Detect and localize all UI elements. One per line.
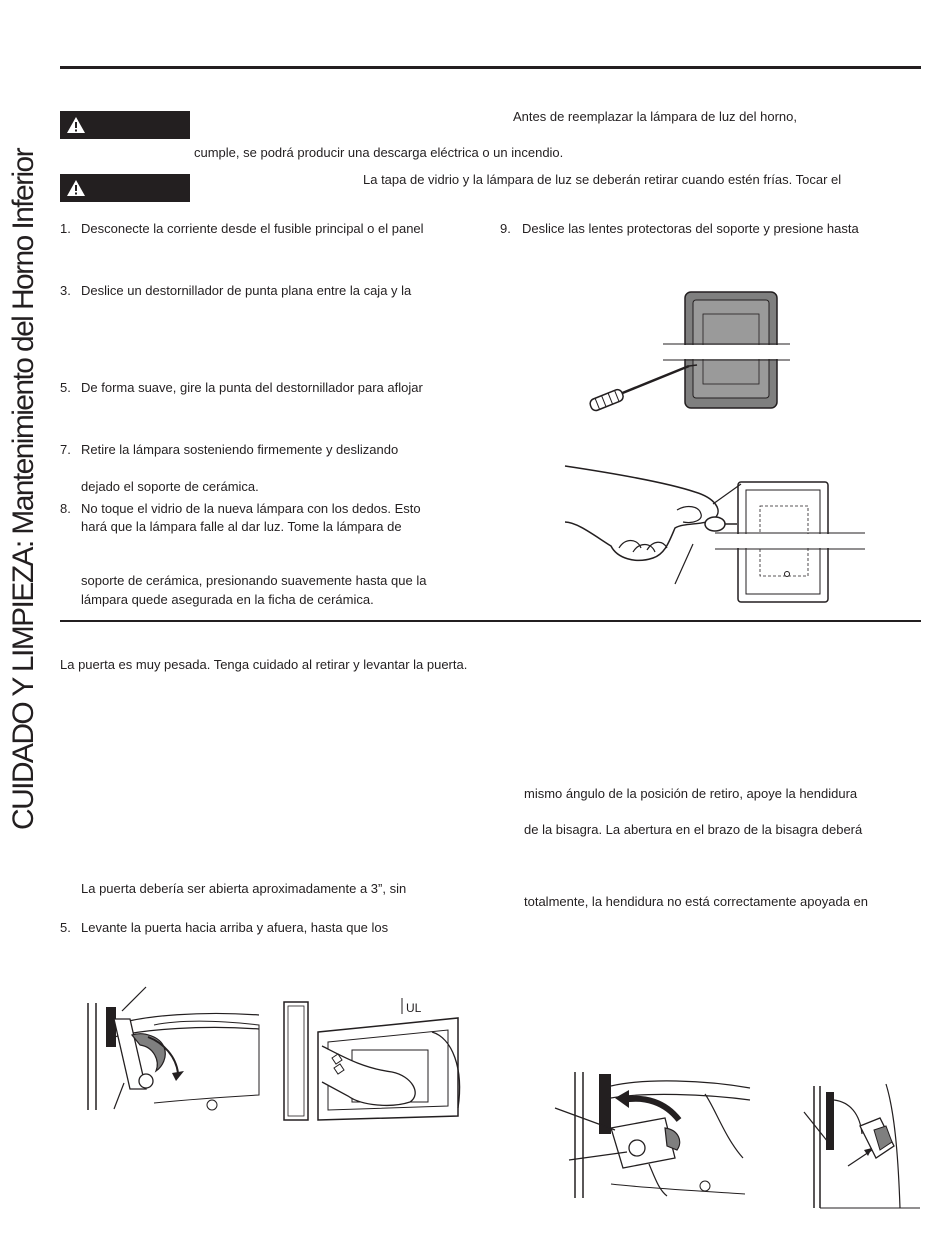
warning-1-continuation: cumple, se podrá producir una descarga eléctrica o un incendio.	[194, 145, 564, 160]
door-text-right-3: totalmente, la hendidura no está correctamente apoyada en	[524, 894, 869, 909]
door-text-right-1: mismo ángulo de la posición de retiro, apoye la hendidura	[524, 786, 858, 801]
step-8-line-2: hará que la lámpara falle al dar luz. Tome la lámpara de	[81, 519, 402, 534]
door-step-5-number: 5.	[60, 920, 71, 935]
step-8-number: 8.	[60, 501, 71, 516]
door-step-5-text: Levante la puerta hacia arriba y afuera, hasta que los	[81, 920, 389, 935]
door-text-right-2: de la bisagra. La abertura en el brazo de la bisagra deberá	[524, 822, 863, 837]
lifting-door-illustration	[282, 998, 474, 1123]
step-5-number: 5.	[60, 380, 71, 395]
middle-rule	[60, 620, 921, 622]
warning-triangle-icon	[66, 116, 86, 134]
lamp-cover-screwdriver-illustration	[585, 286, 795, 418]
hinge-side-detail-illustration	[800, 1080, 920, 1208]
step-7-continuation: dejado el soporte de cerámica.	[81, 479, 259, 494]
warning-triangle-icon	[66, 179, 86, 197]
step-7-text: Retire la lámpara sosteniendo firmemente y deslizando	[81, 442, 399, 457]
side-title: CUIDADO Y LIMPIEZA: Mantenimiento del Horno Inferior	[7, 149, 40, 830]
warning-badge-1	[60, 111, 190, 139]
step-3-number: 3.	[60, 283, 71, 298]
step-5-text: De forma suave, gire la punta del destornillador para aflojar	[81, 380, 423, 395]
step-3-text: Deslice un destornillador de punta plana entre la caja y la	[81, 283, 412, 298]
step-8-line-3: soporte de cerámica, presionando suavemente hasta que la	[81, 573, 427, 588]
warning-badge-2	[60, 174, 190, 202]
step-7-number: 7.	[60, 442, 71, 457]
warning-1-text: Antes de reemplazar la lámpara de luz del horno,	[513, 109, 797, 124]
warning-2-text: La tapa de vidrio y la lámpara de luz se deberán retirar cuando estén frías. Tocar el	[363, 172, 842, 187]
step-1-text: Desconecte la corriente desde el fusible principal o el panel	[81, 221, 424, 236]
top-rule	[60, 66, 921, 69]
hinge-lock-illustration	[84, 985, 264, 1110]
step-9-number: 9.	[500, 221, 511, 236]
step-9-text: Deslice las lentes protectoras del soporte y presione hasta	[522, 221, 859, 236]
door-heavy-caution: La puerta es muy pesada. Tenga cuidado al retirar y levantar la puerta.	[60, 657, 468, 672]
step-1-number: 1.	[60, 221, 71, 236]
ul-mark: UL	[406, 1001, 422, 1015]
hand-removing-lamp-illustration	[565, 462, 865, 610]
step-8-line-1: No toque el vidrio de la nueva lámpara con los dedos. Esto	[81, 501, 421, 516]
step-8-line-4: lámpara quede asegurada en la ficha de cerámica.	[81, 592, 374, 607]
door-text-left-1: La puerta debería ser abierta aproximadamente a 3”, sin	[81, 881, 407, 896]
hinge-reinstall-illustration	[555, 1068, 755, 1198]
